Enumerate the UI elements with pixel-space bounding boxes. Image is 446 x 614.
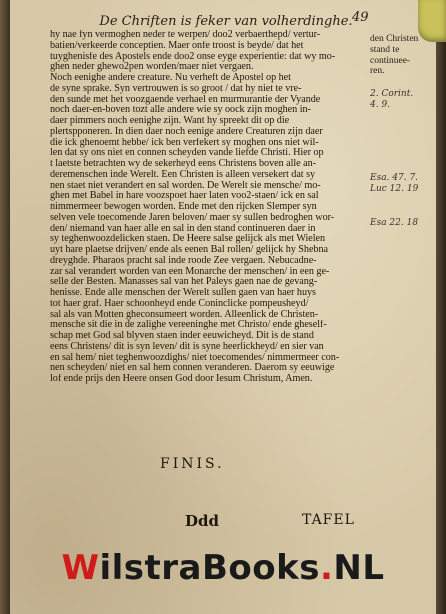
body-line: en sal hem/ niet teghenwoozdighs/ niet toecomendes/ nimmermeer con- [50,352,340,363]
body-line: len dat sy ons niet en connen scheyden vande liefde Christi. Hier op [50,148,324,159]
body-line: selven vele toecomende Jaren beloven/ maer sy sullen bedroghen wor- [50,212,335,223]
watermark-dot: . [319,548,334,588]
margin-note-handwritten: Esa 22. 18 [370,218,419,229]
body-line: ghen met Babel in hare voozspoet haer laten voo2-staen/ ick en sal [50,191,319,202]
watermark-initial: W [61,548,100,588]
page-clip [418,0,446,42]
body-line: tot haer graf. Haer schoonheyd ende Coninclicke pompeusheyd/ [50,298,309,309]
body-line: hy nae fyn vermoghen neder te werpen/ doo2 verbaerthepd/ vertur- [50,30,321,40]
body-line: nen staet niet verandert en sal worden. De Werelt sie mensche/ mo- [50,180,321,191]
book-edge-right [436,0,446,614]
margin-note: den Christen stand te [370,34,419,55]
body-line: Noch eenighe andere creature. Nu verheft de Apostel op het [50,73,291,83]
body-line: den/ niemand van haer alle en sal in den stand continueren daer in [50,223,316,234]
book-edge-left [0,0,10,614]
margin-notes [370,34,432,229]
body-line: tuyghenisfe des Apostels ende doo2 onse eyge experientie: dat wy mo- [50,51,336,62]
watermark-suffix: NL [333,548,385,588]
body-line: de syne sprake. Syn vertrouwen is so groot / dat hy niet te vre- [50,83,302,94]
body-line: uyt hare plaetse drijven/ ende als eenen Bal rollen/ gelijck hy Shebna [50,245,328,255]
book-page [10,0,436,614]
body-line: lof ende prijs den Heere onsen God door Iesum Christum, Amen. [50,374,313,384]
body-line: batien/verkeerde conceptien. Maer onfe troost is beyde/ dat het [50,40,304,51]
body-line: noch daer-en-boven tozt alle andere wie sy oock zijn moghen in- [50,105,311,116]
body-line: plertspponeren. In dien daer noch eenige andere Creaturen zijn daer [50,126,323,137]
running-head: De Chriften is feker van volherdinghe. [99,14,353,29]
margin-note-handwritten: 2. Corint. [370,89,414,100]
margin-note-handwritten: Luc 12. 19 [370,183,419,194]
body-line: ghen neder ghewo2pen worden/maer niet vergaen. [50,62,254,73]
watermark-middle-rest: ooks [228,548,320,588]
body-line: selle der Besten. Manasses sal van het Paleys gaen nae de gevang- [50,277,318,288]
body-line: t laetste betrachten wy de sekerheyd eens Christens boven alle an- [50,159,317,169]
body-line: nimmermeer bewogen worden. Ende met den rijcken Slemper syn [50,202,317,212]
margin-note-handwritten: Esa. 47. 7. [370,172,419,183]
body-line: dreyghde. Pharaos pracht sal inde roode Zee vergaen. Nebucadne- [50,255,317,266]
body-line: zar sal verandert worden van een Monarche der menschen/ in een ge- [50,266,330,277]
body-line: eens Christens/ dit is syn leven/ dit is syne heerlickheyd/ en sier van [50,341,324,352]
body-line: mensche sit die in de zalighe vereeninghe met Christo/ ende gheself- [50,320,327,331]
body-line: sy teghenwoozdelicken staen. De Heere salse gelijck als met Wielen [50,234,326,245]
body-line: daer pimmers noch eenighe zijn. Want hy spreekt dit op die [50,116,290,126]
body-line: sal als van Motten gheconsumeert worden. Alleenlick de Christen- [50,309,319,320]
margin-note: continuee- [370,55,411,66]
body-text [50,30,374,385]
signature-mark: Ddd [185,512,219,530]
body-line: deremenschen inde Werelt. Een Christen is alleen versekert dat sy [50,169,316,180]
catchword: TAFEL [302,512,355,528]
margin-note: ren. [370,66,385,77]
finis-heading: FINIS. [160,456,225,472]
body-line: nen scheyden/ niet en sal hem connen veranderen. Daerom sy eeuwige [50,363,335,374]
body-line: schap met God sal blyven staen inder eeuwicheyd. Dit is de stand [50,331,314,341]
watermark-prefix: ilstra [99,548,202,588]
watermark-logo [0,548,446,588]
body-line: den sunde met het voozgaende verhael en murmurantie der Vyande [50,94,321,105]
margin-note-handwritten: 4. 9. [370,99,391,110]
body-line: henisse. Ende alle menschen der Werelt sullen gaen van haer huys [50,288,316,298]
watermark-middle: B [201,548,229,588]
page-number: 49 [352,10,369,25]
body-line: die ick ghenoemt hebbe/ ick ben verfekert sy moghen ons niet wil- [50,137,319,148]
